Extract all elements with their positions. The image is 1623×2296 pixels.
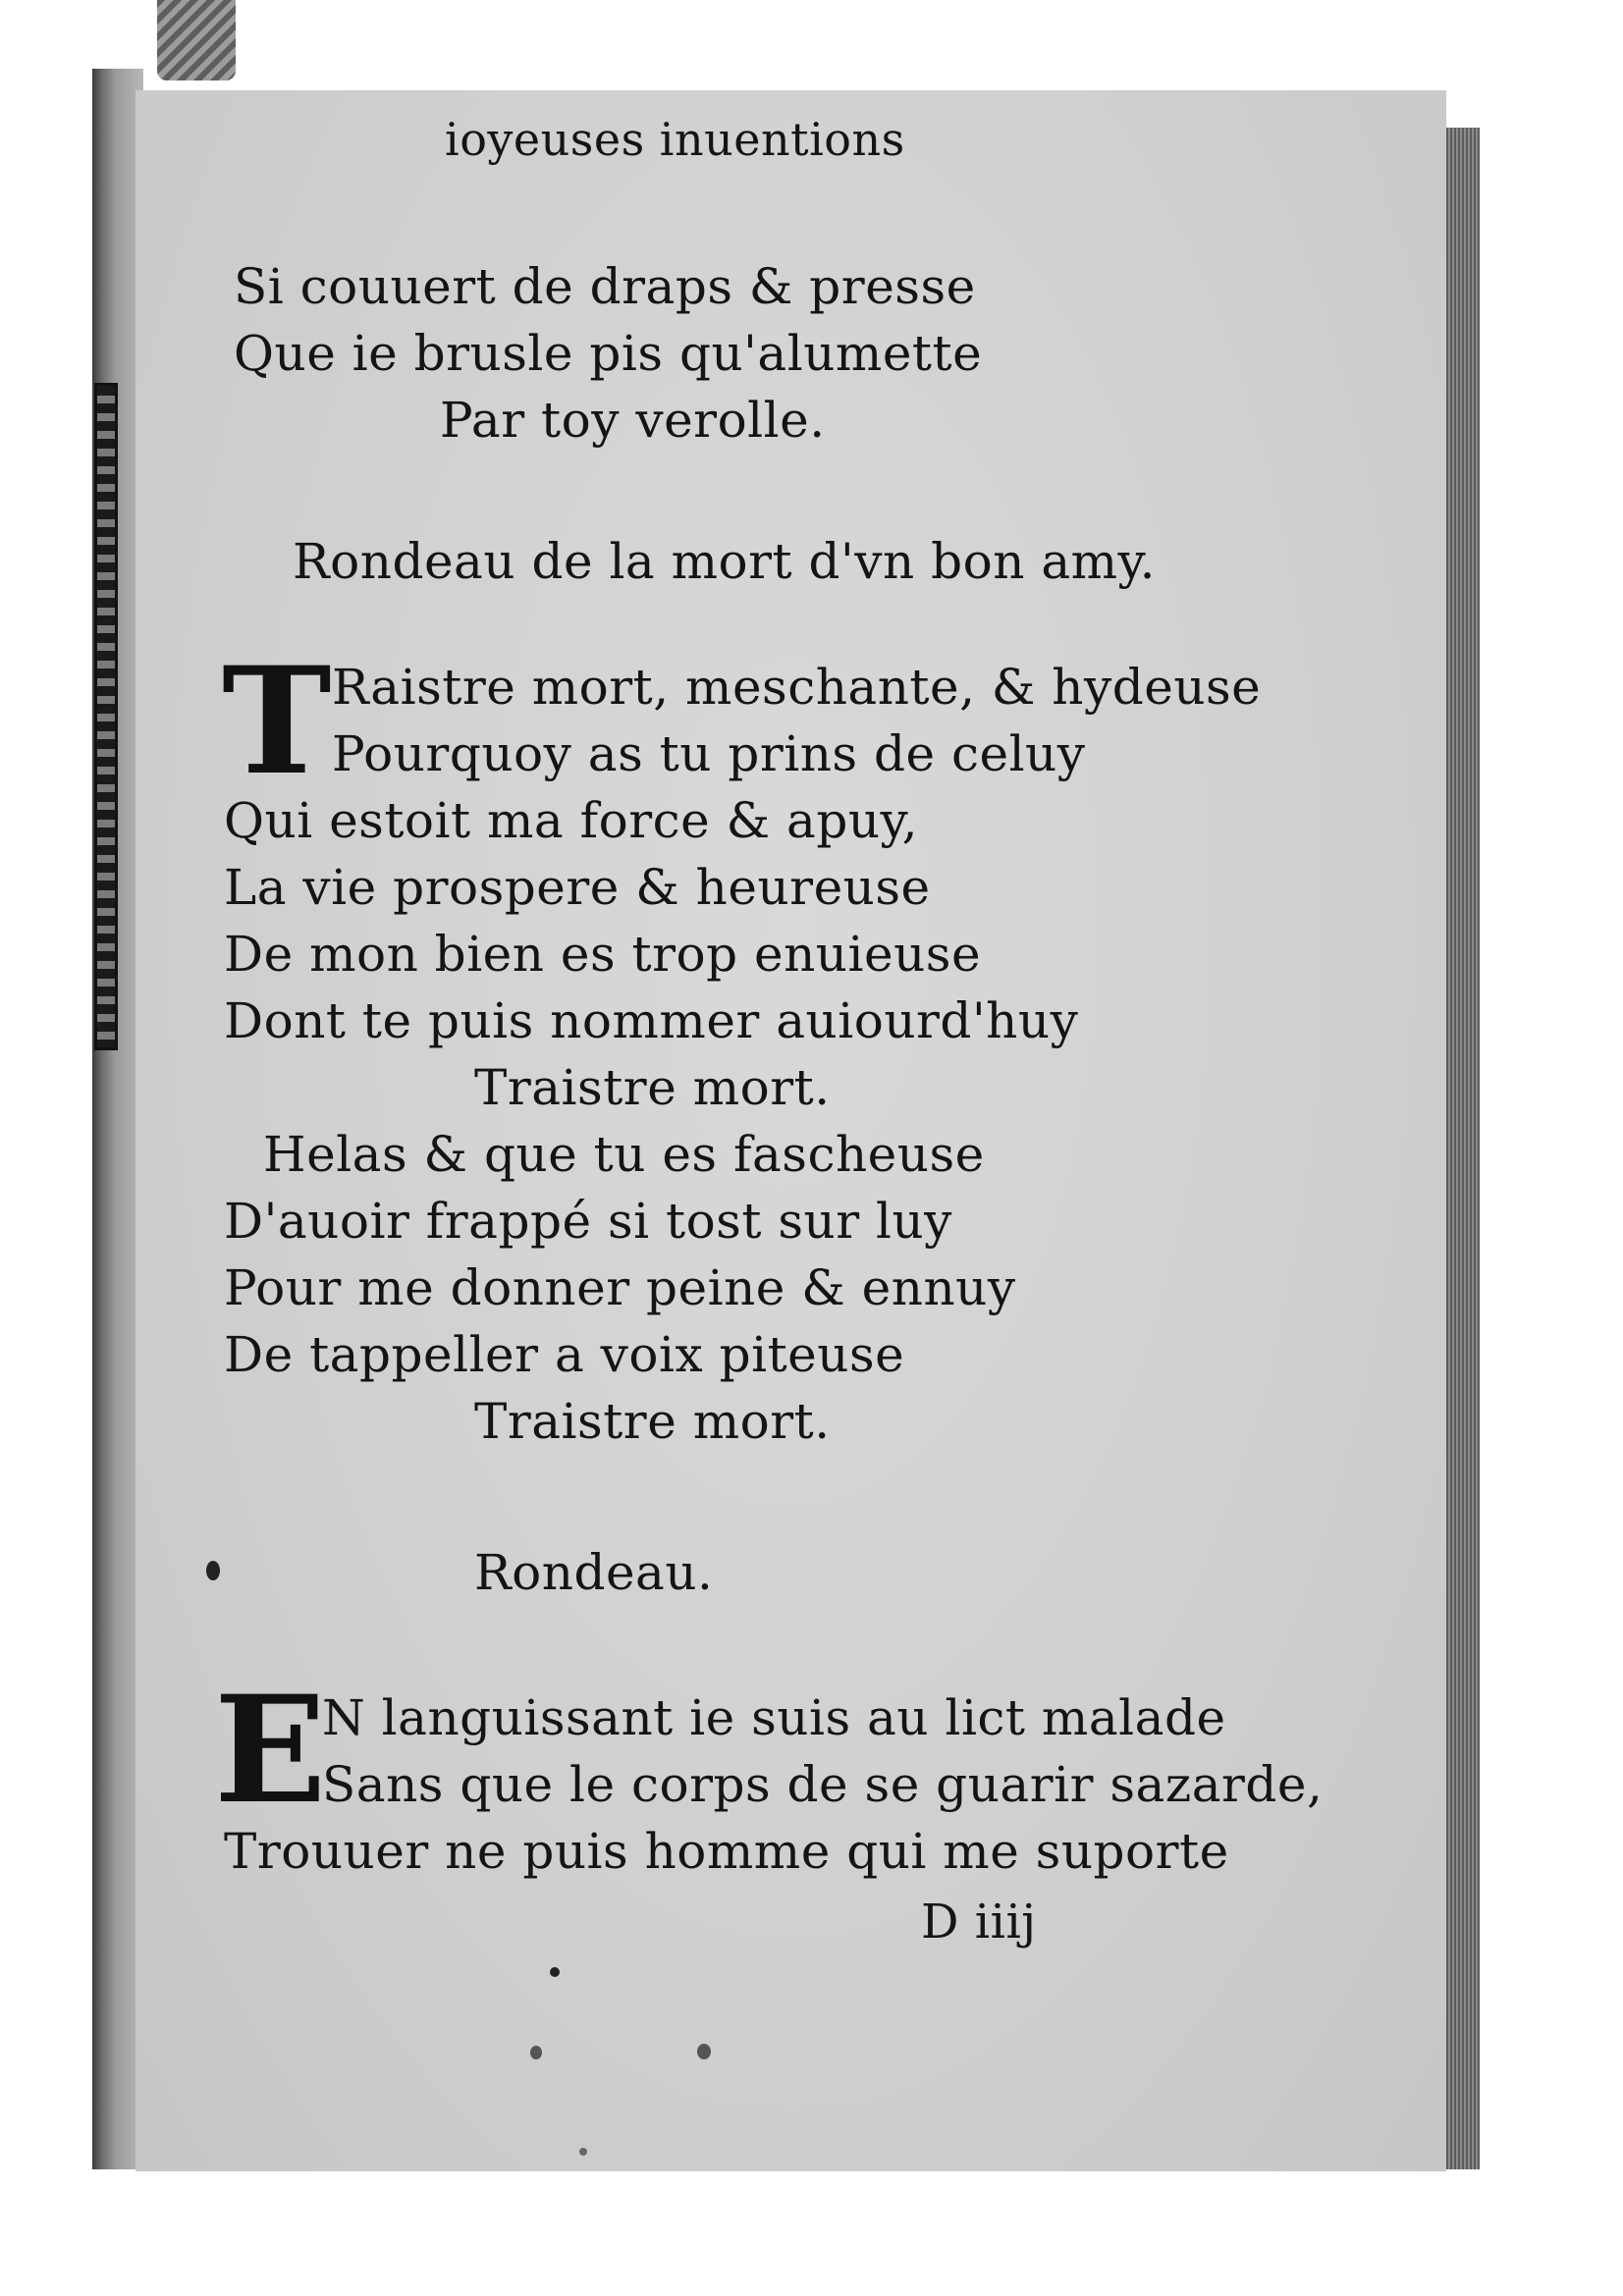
verse-line: Dont te puis nommer auiourd'huy (224, 992, 1079, 1049)
rondeau-title: Rondeau. (474, 1544, 714, 1601)
ink-speck (697, 2044, 711, 2059)
verse-line: Par toy verolle. (440, 392, 826, 449)
verse-line: Helas & que tu es fascheuse (263, 1126, 985, 1183)
rondeau-title: Rondeau de la mort d'vn bon amy. (293, 533, 1157, 590)
verse-line: D'auoir frappé si tost sur luy (224, 1193, 952, 1250)
verse-line: N languissant ie suis au lict malade (322, 1689, 1226, 1746)
verse-line: De mon bien es trop enuieuse (224, 926, 982, 983)
bookmark-ribbon (157, 0, 236, 80)
refrain-line: Traistre mort. (474, 1393, 831, 1450)
book-page (135, 90, 1446, 2171)
verse-line: Si couuert de draps & presse (234, 258, 976, 315)
ink-speck (530, 2046, 542, 2059)
verse-line: Pour me donner peine & ennuy (224, 1259, 1016, 1316)
verse-line: La vie prospere & heureuse (224, 859, 931, 916)
ink-speck (550, 1967, 560, 1977)
verse-line: Sans que le corps de se guarir sazarde, (322, 1756, 1324, 1813)
signature-mark: D iiij (921, 1895, 1037, 1949)
facing-page-ornament (94, 383, 118, 1050)
drop-cap: T (222, 635, 332, 808)
verse-line: De tappeller a voix piteuse (224, 1326, 905, 1383)
verse-line: Que ie brusle pis qu'alumette (234, 325, 983, 382)
verse-line: Raistre mort, meschante, & hydeuse (332, 659, 1262, 716)
drop-cap: E (214, 1664, 327, 1837)
ink-speck (206, 1561, 220, 1580)
refrain-line: Traistre mort. (474, 1059, 831, 1116)
ink-speck (579, 2148, 587, 2156)
page-block-edge (1446, 128, 1480, 2169)
verse-line: Qui estoit ma force & apuy, (224, 792, 919, 849)
running-title: ioyeuses inuentions (445, 113, 905, 166)
verse-line: Pourquoy as tu prins de celuy (332, 725, 1086, 782)
verse-line: Trouuer ne puis homme qui me suporte (224, 1823, 1229, 1880)
